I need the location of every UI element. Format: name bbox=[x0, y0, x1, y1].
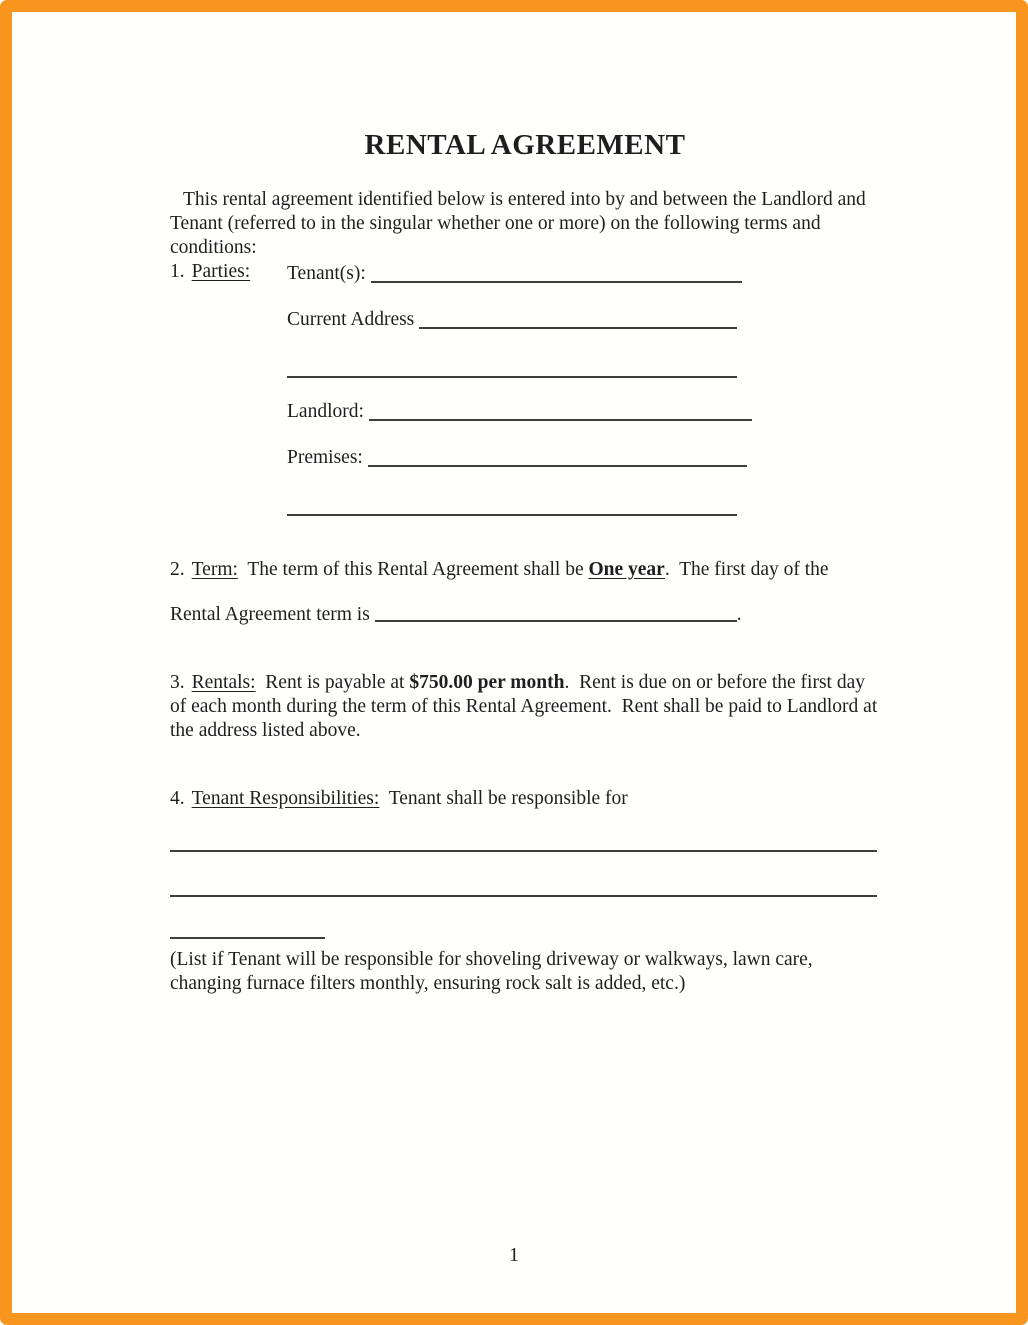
term-line2-label: Rental Agreement term is bbox=[170, 604, 375, 625]
term-text-before: The term of this Rental Agreement shall be bbox=[237, 559, 589, 580]
rent-amount: $750.00 per month bbox=[409, 672, 565, 693]
page-number: 1 bbox=[509, 1244, 519, 1266]
tenant-fill-line[interactable] bbox=[371, 281, 742, 283]
landlord-fill-line[interactable] bbox=[369, 419, 752, 421]
premises-fill-line[interactable] bbox=[368, 465, 747, 467]
term-line2-period: . bbox=[736, 604, 742, 625]
responsibilities-number: 4. bbox=[170, 788, 185, 809]
responsibilities-note: (List if Tenant will be responsible for shoveling driveway or walkways, lawn care, changing furnace filters monthly, ensuring rock salt is added, etc.) bbox=[170, 949, 818, 994]
rentals-number: 3. bbox=[170, 672, 185, 693]
tenant-field-row bbox=[287, 260, 742, 286]
responsibilities-text: Tenant shall be responsible for bbox=[379, 788, 628, 809]
premises-label: Premises: bbox=[287, 447, 368, 468]
section-rentals bbox=[170, 671, 883, 743]
premises-fill-line-2[interactable] bbox=[287, 490, 737, 516]
term-line-2 bbox=[170, 603, 880, 627]
term-fill-line[interactable] bbox=[375, 617, 737, 622]
landlord-field-row bbox=[287, 398, 752, 424]
current-address-field-row bbox=[287, 306, 737, 332]
tenant-label: Tenant(s): bbox=[287, 263, 371, 284]
premises-field-row bbox=[287, 444, 747, 470]
responsibilities-fill-line-2[interactable] bbox=[170, 895, 877, 897]
term-number: 2. bbox=[170, 559, 185, 580]
current-address-fill-line-2[interactable] bbox=[287, 352, 737, 378]
page-title: RENTAL AGREEMENT bbox=[364, 129, 686, 161]
term-heading: Term: bbox=[191, 559, 238, 580]
current-address-label: Current Address bbox=[287, 309, 420, 330]
rentals-text-after: . Rent is due on or before the first day of each month during the term of this Rental Agreement. Rent shall be paid to Landlord at the address listed above. bbox=[170, 672, 883, 741]
rentals-text-before: Rent is payable at bbox=[255, 672, 410, 693]
responsibilities-fill-line-1[interactable] bbox=[170, 850, 877, 852]
current-address-fill-line[interactable] bbox=[419, 327, 737, 329]
parties-heading: Parties: bbox=[191, 261, 251, 282]
parties-fields bbox=[287, 260, 880, 516]
responsibilities-heading: Tenant Responsibilities: bbox=[191, 788, 380, 809]
document-content bbox=[170, 12, 883, 996]
section-responsibilities bbox=[170, 787, 880, 811]
parties-number: 1. bbox=[170, 261, 185, 282]
responsibilities-fill-line-3[interactable] bbox=[170, 937, 325, 939]
rentals-heading: Rentals: bbox=[191, 672, 256, 693]
landlord-label: Landlord: bbox=[287, 401, 369, 422]
intro-paragraph: This rental agreement identified below is entered into by and between the Landlord and Tenant (referred to in the singular whether one or more) on the following terms and conditions: bbox=[170, 189, 871, 258]
section-term bbox=[170, 558, 880, 582]
term-text-after: . The first day of the bbox=[664, 559, 829, 580]
term-value: One year bbox=[588, 559, 665, 580]
